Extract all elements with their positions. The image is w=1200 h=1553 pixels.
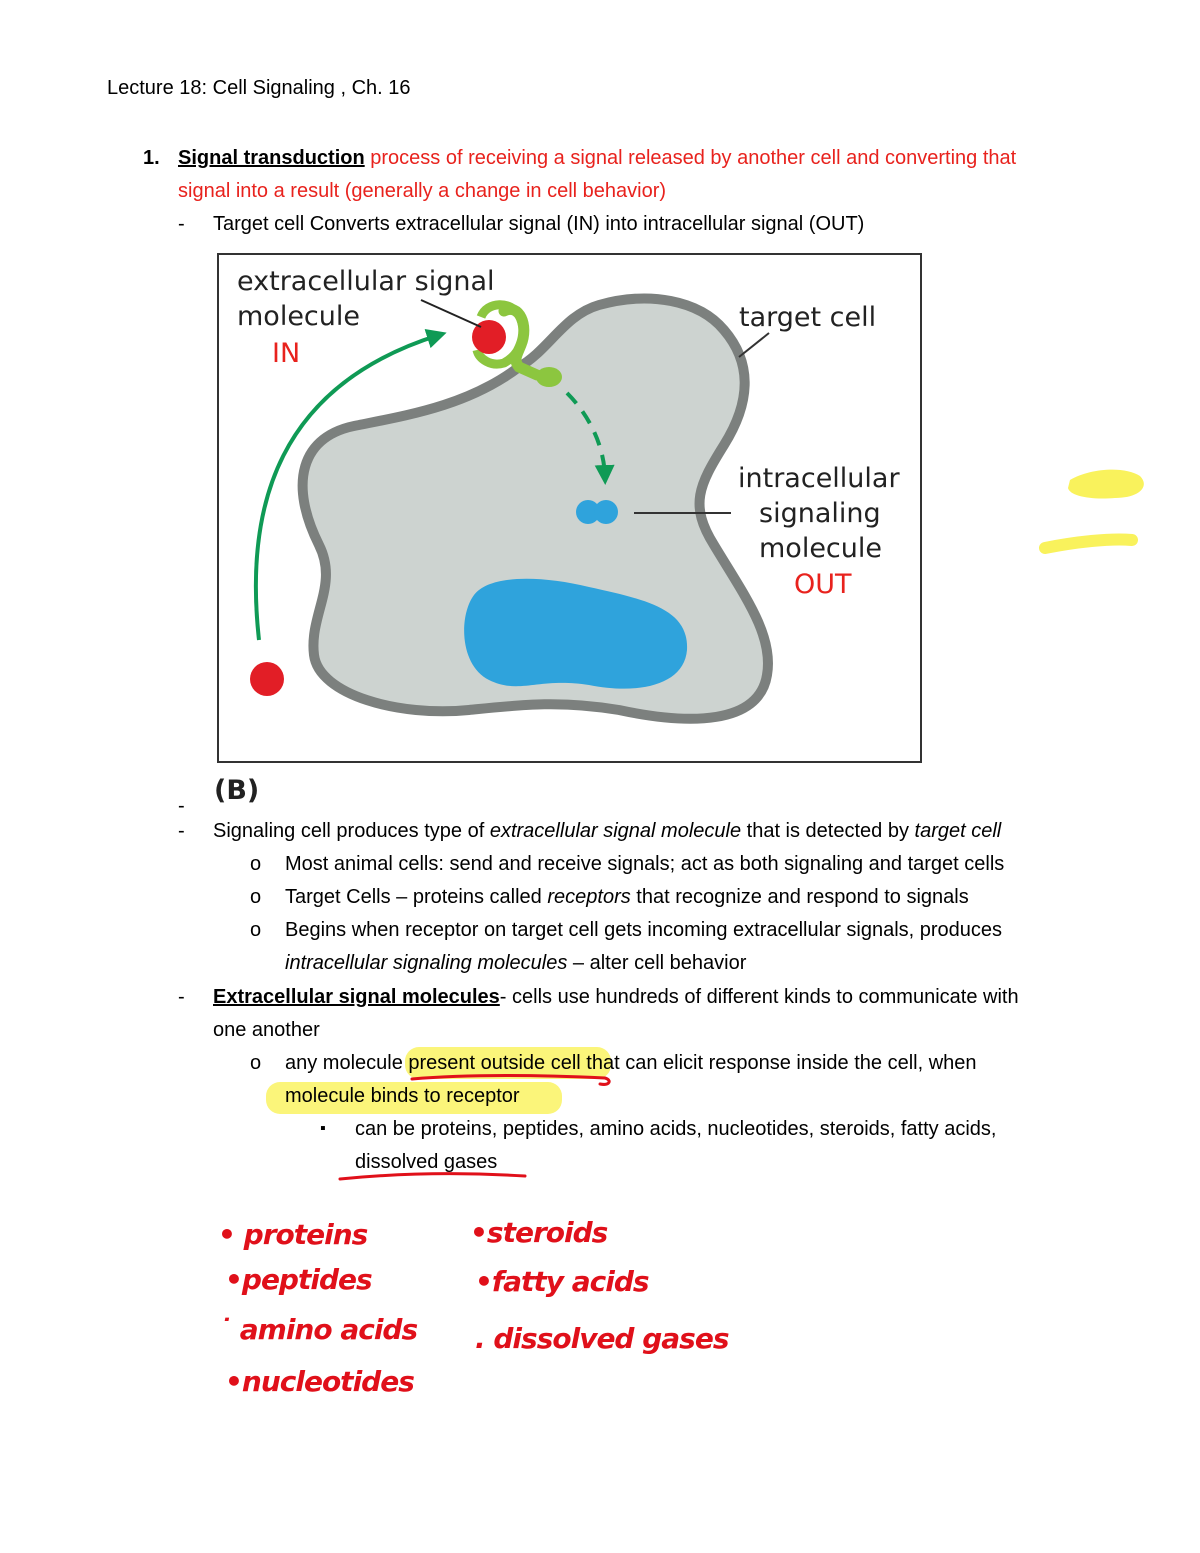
receptor-tail [536,367,562,387]
yellow-mark-top [1068,470,1144,499]
label-out: OUT [794,569,852,600]
handwritten-dissolved-gases: . dissolved gases [475,1322,729,1355]
item1-line1 [178,146,1016,170]
begins-italic: intracellular signaling molecules [285,952,568,974]
begins-suffix: – alter cell behavior [567,952,747,974]
signaling-italic2: target cell [914,820,1002,842]
label-in: IN [272,338,301,369]
handwritten-nucleotides: •nucleotides [225,1365,414,1398]
target-cell-pointer-line [739,333,769,357]
extracellular-line1 [213,985,1019,1009]
definition-line1: process of receiving a signal released by another cell and converting that [370,147,1017,169]
receptors-suffix: that recognize and respond to signals [630,886,969,908]
intracellular-molecule-right [594,500,618,524]
label-intracellular-line2: signaling [759,498,881,529]
label-intracellular-line1: intracellular [738,463,900,494]
figure-panel-label: (B) [214,775,260,806]
extracellular-line2: one another [213,1019,320,1041]
circle-bullet: o [250,886,262,908]
receptors-italic: receptors [547,886,631,908]
circle-bullet: o [250,853,262,875]
definition-line2: signal into a result (generally a change in cell behavior) [178,180,667,202]
page-title: Lecture 18: Cell Signaling , Ch. 16 [107,77,411,99]
highlighted-present-outside-cell: present outside cell [402,1052,581,1074]
sub-item-receptors [285,885,969,909]
any-molecule-rest: that can elicit response inside the cell, when [580,1052,977,1074]
term-extracellular: Extracellular signal molecules [213,986,500,1008]
cell-signaling-figure [217,253,922,763]
square-bullet: ▪ [320,1120,326,1137]
handwritten-proteins: • proteins [218,1218,368,1251]
extracellular-rest: - cells use hundreds of different kinds to communicate with [499,986,1019,1008]
bullet-signaling-cell [213,819,1001,843]
label-intracellular-line3: molecule [759,533,883,564]
dash-bullet: - [178,986,185,1008]
sub-item-begins-line2 [285,951,746,975]
handwritten-steroids: •steroids [470,1216,608,1249]
term-signal-transduction: Signal transduction [178,147,365,169]
handwritten-peptides: •peptides [225,1263,372,1296]
dash-bullet: - [178,213,185,235]
dash-bullet: - [178,795,185,817]
highlighted-molecule-binds: molecule binds to receptor [285,1085,520,1107]
circle-bullet: o [250,919,262,941]
sub-item-animal-cells: Most animal cells: send and receive signals; act as both signaling and target cells [285,853,1005,875]
label-extracellular-line1: extracellular signal [237,266,495,297]
any-molecule-prefix: any molecule [285,1052,403,1074]
signal-molecule-free [250,662,284,696]
label-extracellular-line2: molecule [237,301,361,332]
signaling-italic1: extracellular signal molecule [489,820,742,842]
signaling-prefix: Signaling cell produces type of [213,820,490,842]
receptors-prefix: Target Cells – proteins called [285,886,548,908]
kinds-line2: dissolved gases [355,1151,498,1173]
list-number: 1. [143,147,160,169]
bullet-target-cell: Target cell Converts extracellular signal (IN) into intracellular signal (OUT) [213,213,865,235]
handwritten-amino-acids: ˙ amino acids [218,1313,418,1346]
handwritten-fatty-acids: •fatty acids [475,1265,649,1298]
sub-item-any-molecule [285,1051,977,1075]
circle-bullet: o [250,1052,262,1074]
label-target-cell: target cell [739,302,877,333]
yellow-mark-bottom [1045,539,1132,548]
underline-dissolved-gases [340,1174,525,1179]
extracellular-pointer-line [421,300,481,327]
kinds-line1: can be proteins, peptides, amino acids, nucleotides, steroids, fatty acids, [355,1118,997,1140]
dash-bullet: - [178,820,185,842]
signaling-middle: that is detected by [741,820,915,842]
sub-item-begins-line1: Begins when receptor on target cell gets incoming extracellular signals, produces [285,919,1003,941]
